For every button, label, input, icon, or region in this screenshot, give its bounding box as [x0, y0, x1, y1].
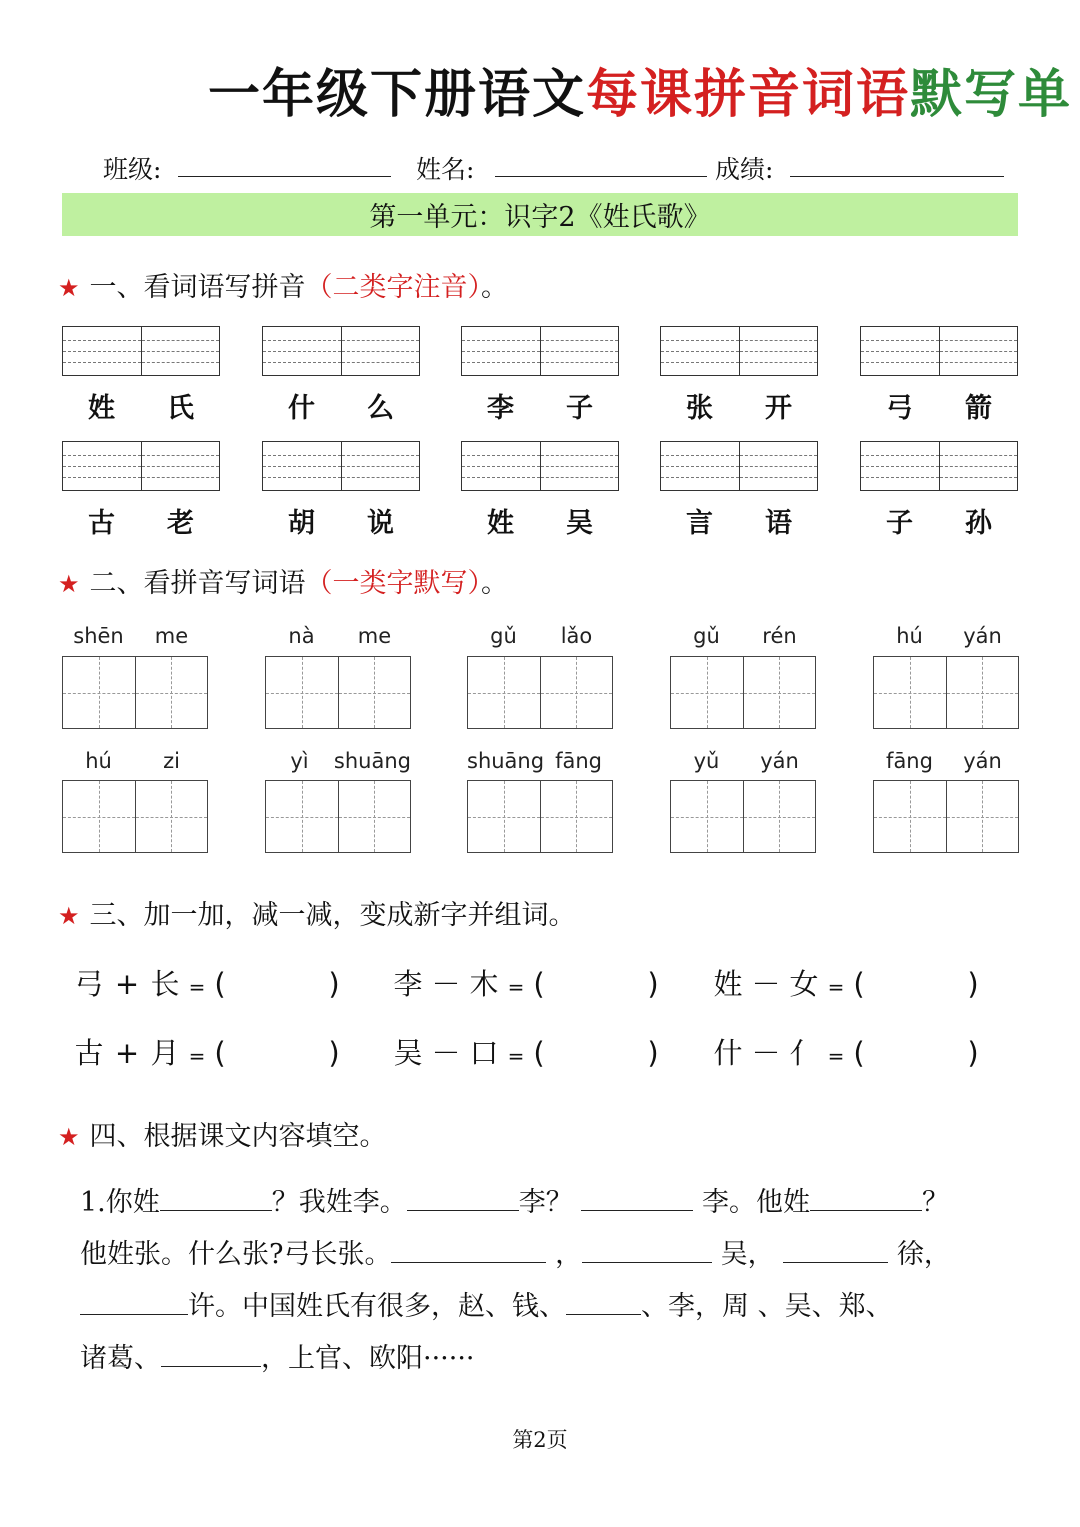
eq-char-b: 女 [789, 967, 819, 1001]
word-char: 吴 [566, 508, 593, 539]
pinyin-syllable: shuāng [467, 749, 545, 773]
pinyin-syllable: hú [85, 749, 112, 773]
eq-equals: = [827, 1044, 845, 1068]
word [660, 501, 818, 540]
eq-char-b: 亻 [789, 1036, 819, 1070]
fill-line-2 [80, 1232, 951, 1271]
pinyin-syllable: hú [896, 624, 923, 648]
star-icon: ★ [58, 570, 80, 598]
word-char: 语 [765, 508, 792, 539]
fill-line-3 [80, 1284, 893, 1323]
pinyin-syllable: rén [762, 624, 797, 648]
fill-text: ？ [921, 1187, 949, 1218]
title-part-1: 一年级下册语文 [208, 65, 587, 125]
eq-paren-close: ) [647, 967, 659, 1001]
pinyin-label [873, 749, 1019, 773]
eq-char-a: 弓 [74, 967, 104, 1001]
eq-paren-open: ( [214, 1036, 226, 1070]
eq-paren-open: ( [853, 1036, 865, 1070]
fill-blank[interactable] [407, 1182, 519, 1211]
star-icon: ★ [58, 902, 80, 930]
fill-blank[interactable] [391, 1234, 546, 1263]
pinyin-syllable: yì [290, 749, 309, 773]
pinyin-syllable: shēn [73, 624, 124, 648]
character-equation [712, 962, 980, 1003]
character-writing-grid[interactable] [265, 780, 411, 853]
section-4-heading [58, 1114, 387, 1153]
word-char: 姓 [487, 508, 514, 539]
eq-equals: = [827, 975, 845, 999]
character-writing-grid[interactable] [467, 656, 613, 729]
pinyin-label [62, 624, 208, 648]
section-2-end: 。 [481, 568, 509, 599]
character-writing-grid[interactable] [62, 780, 208, 853]
pinyin-label [467, 749, 613, 773]
eq-char-a: 李 [393, 967, 423, 1001]
pinyin-writing-box[interactable] [660, 326, 818, 376]
eq-paren-open: ( [214, 967, 226, 1001]
word-char: 弓 [886, 393, 913, 424]
word [660, 386, 818, 425]
pinyin-writing-box[interactable] [62, 326, 220, 376]
star-icon: ★ [58, 274, 80, 302]
fill-blank[interactable] [160, 1182, 272, 1211]
character-writing-grid[interactable] [62, 656, 208, 729]
pinyin-writing-box[interactable] [860, 441, 1018, 491]
pinyin-syllable: nà [288, 624, 315, 648]
eq-char-b: 长 [150, 967, 180, 1001]
eq-paren-close: ) [328, 967, 340, 1001]
eq-char-b: 月 [150, 1036, 180, 1070]
word-char: 子 [566, 393, 593, 424]
word [262, 386, 420, 425]
fill-line-1 [80, 1180, 949, 1219]
title-part-3: 默写单 [910, 65, 1073, 125]
pinyin-writing-box[interactable] [62, 441, 220, 491]
fill-blank[interactable] [161, 1338, 261, 1367]
eq-operator: + [114, 1036, 140, 1070]
eq-paren-open: ( [853, 967, 865, 1001]
pinyin-syllable: shuāng [333, 749, 411, 773]
class-field[interactable] [178, 176, 391, 177]
fill-text: ，上官、欧阳······ [261, 1343, 475, 1374]
eq-equals: = [188, 975, 206, 999]
word [860, 386, 1018, 425]
page-number: 第2页 [512, 1428, 568, 1452]
pinyin-syllable: lǎo [560, 624, 593, 648]
character-writing-grid[interactable] [265, 656, 411, 729]
pinyin-syllable: fāng [555, 749, 602, 773]
title-part-2: 每课拼音词语 [586, 65, 911, 125]
character-writing-grid[interactable] [873, 780, 1019, 853]
class-label: 班级: [103, 155, 162, 184]
pinyin-writing-box[interactable] [262, 326, 420, 376]
worksheet-title [0, 52, 1080, 127]
eq-operator: － [751, 967, 781, 1001]
pinyin-label [467, 624, 613, 648]
name-field[interactable] [495, 176, 707, 177]
fill-text: 李？ [518, 1187, 573, 1218]
pinyin-writing-box[interactable] [262, 441, 420, 491]
pinyin-label [670, 749, 816, 773]
eq-operator: + [114, 967, 140, 1001]
section-3-heading [58, 893, 576, 932]
character-writing-grid[interactable] [670, 780, 816, 853]
pinyin-label [265, 624, 411, 648]
fill-text: 许。中国姓氏有很多，赵、钱、 [188, 1291, 566, 1322]
fill-blank[interactable] [80, 1286, 188, 1315]
word-char: 言 [686, 508, 713, 539]
pinyin-label [670, 624, 816, 648]
star-icon: ★ [58, 1123, 80, 1151]
section-2-heading [58, 561, 508, 600]
fill-blank[interactable] [810, 1182, 922, 1211]
word-char: 说 [367, 508, 394, 539]
eq-char-b: 口 [469, 1036, 499, 1070]
score-label: 成绩: [715, 155, 774, 184]
pinyin-syllable: yán [963, 624, 1002, 648]
eq-paren-open: ( [533, 1036, 545, 1070]
fill-blank[interactable] [582, 1234, 712, 1263]
fill-text: 吴， [720, 1239, 775, 1270]
word-char: 李 [487, 393, 514, 424]
section-2-title: 二、看拼音写词语 [89, 568, 306, 599]
pinyin-syllable: gǔ [490, 624, 517, 648]
section-3-title: 三、加一加，减一减，变成新字并组词。 [89, 900, 576, 931]
eq-char-a: 吴 [393, 1036, 423, 1070]
eq-operator: － [751, 1036, 781, 1070]
word-char: 箭 [965, 393, 992, 424]
eq-paren-close: ) [967, 967, 979, 1001]
pinyin-label [265, 749, 411, 773]
word-char: 张 [686, 393, 713, 424]
word [62, 501, 220, 540]
word [461, 386, 619, 425]
score-field[interactable] [790, 176, 1004, 177]
pinyin-writing-box[interactable] [860, 326, 1018, 376]
section-1-end: 。 [481, 272, 509, 303]
word-char: 古 [88, 508, 115, 539]
section-1-note: （二类字注音） [305, 272, 482, 303]
word-char: 子 [886, 508, 913, 539]
pinyin-syllable: gǔ [693, 624, 720, 648]
eq-paren-close: ) [967, 1036, 979, 1070]
word-char: 老 [167, 508, 194, 539]
eq-char-b: 木 [469, 967, 499, 1001]
character-equation [73, 1031, 341, 1072]
section-1-title: 一、看词语写拼音 [89, 272, 306, 303]
fill-text: ？我姓李。 [271, 1187, 407, 1218]
pinyin-syllable: zi [163, 749, 180, 773]
pinyin-writing-box[interactable] [660, 441, 818, 491]
eq-char-a: 姓 [713, 967, 743, 1001]
character-equation [392, 1031, 660, 1072]
character-writing-grid[interactable] [467, 780, 613, 853]
word-char: 孙 [965, 508, 992, 539]
pinyin-label [873, 624, 1019, 648]
fill-blank[interactable] [566, 1286, 641, 1315]
pinyin-writing-box[interactable] [461, 326, 619, 376]
eq-equals: = [507, 1044, 525, 1068]
pinyin-writing-box[interactable] [461, 441, 619, 491]
section-1-heading [58, 265, 508, 304]
word-char: 氏 [167, 393, 194, 424]
word-char: 么 [367, 393, 394, 424]
fill-text: 诸葛、 [80, 1343, 161, 1374]
word [62, 386, 220, 425]
fill-text: ， [555, 1239, 583, 1270]
character-equation [73, 962, 341, 1003]
fill-text: 他姓张。什么张?弓长张。 [80, 1239, 392, 1270]
eq-char-a: 古 [74, 1036, 104, 1070]
pinyin-syllable: me [154, 624, 189, 648]
word-char: 胡 [288, 508, 315, 539]
unit-banner: 第一单元：识字2《姓氏歌》 [62, 193, 1018, 236]
word-char: 开 [765, 393, 792, 424]
eq-equals: = [188, 1044, 206, 1068]
section-4-title: 四、根据课文内容填空。 [89, 1121, 387, 1152]
character-writing-grid[interactable] [670, 656, 816, 729]
word [461, 501, 619, 540]
word [860, 501, 1018, 540]
fill-text: 、李，周 、吴、郑、 [641, 1291, 893, 1322]
section-2-note: （一类字默写） [305, 568, 482, 599]
character-equation [712, 1031, 980, 1072]
eq-equals: = [507, 975, 525, 999]
fill-blank[interactable] [581, 1182, 693, 1211]
pinyin-syllable: yán [760, 749, 799, 773]
pinyin-syllable: yǔ [693, 749, 720, 773]
word-char: 什 [288, 393, 315, 424]
eq-operator: － [431, 967, 461, 1001]
eq-paren-close: ) [328, 1036, 340, 1070]
fill-line-4 [80, 1336, 475, 1375]
fill-text: 李。他姓 [701, 1187, 810, 1218]
character-writing-grid[interactable] [873, 656, 1019, 729]
name-label: 姓名: [416, 155, 475, 184]
eq-char-a: 什 [713, 1036, 743, 1070]
pinyin-label [62, 749, 208, 773]
eq-paren-close: ) [647, 1036, 659, 1070]
pinyin-syllable: yán [963, 749, 1002, 773]
fill-blank[interactable] [783, 1234, 888, 1263]
eq-paren-open: ( [533, 967, 545, 1001]
eq-operator: － [431, 1036, 461, 1070]
fill-text: 徐， [896, 1239, 951, 1270]
character-equation [392, 962, 660, 1003]
word [262, 501, 420, 540]
word-char: 姓 [88, 393, 115, 424]
pinyin-syllable: fāng [886, 749, 933, 773]
pinyin-syllable: me [357, 624, 392, 648]
fill-text: 1.你姓 [80, 1187, 160, 1218]
